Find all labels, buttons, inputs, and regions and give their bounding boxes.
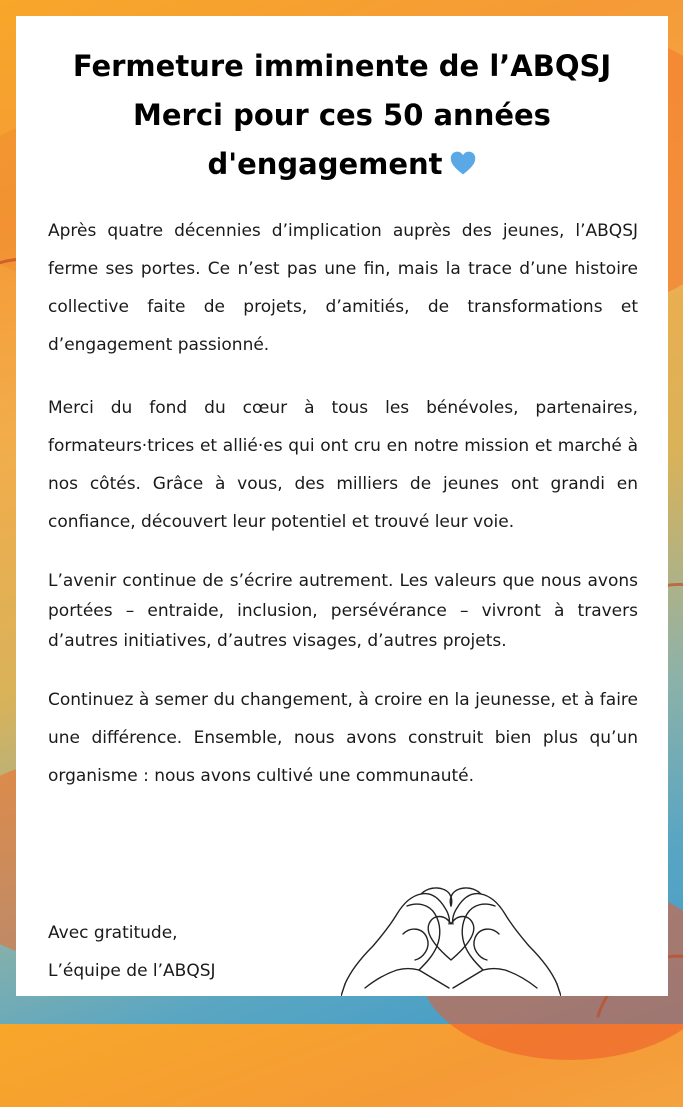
title-line-1: Fermeture imminente de l’ABQSJ bbox=[72, 49, 612, 83]
title-line-3-text: d'engagement bbox=[207, 147, 443, 181]
signoff-signature: L’équipe de l’ABQSJ bbox=[48, 961, 216, 981]
title-line-3 bbox=[16, 140, 668, 189]
letter-card bbox=[16, 16, 668, 996]
paragraph-4: Continuez à semer du changement, à croire en la jeunesse, et à faire une différence. Ensemble, nous avons construit bien plus qu’un organisme : nous avons cultivé une communauté. bbox=[48, 690, 638, 786]
page-title bbox=[16, 42, 668, 189]
paragraph-2: Merci du fond du cœur à tous les bénévoles, partenaires, formateurs·trices et allié·es qui ont cru en notre mission et marché à nos côtés. Grâce à vous, des milliers de jeunes ont grandi en confiance, découvert leur potentiel et trouvé leur voie. bbox=[48, 398, 638, 532]
signoff-greeting: Avec gratitude, bbox=[48, 923, 178, 943]
title-line-2: Merci pour ces 50 années bbox=[133, 98, 551, 132]
heart-hands-icon bbox=[341, 884, 561, 996]
paragraph-1: Après quatre décennies d’implication auprès des jeunes, l’ABQSJ ferme ses portes. Ce n’est pas une fin, mais la trace d’une histoire collective faite de projets, d’amitiés, de transformations et d’engagement passionné. bbox=[48, 221, 638, 355]
letter-body bbox=[48, 212, 638, 820]
paragraph-3: L’avenir continue de s’écrire autrement. Les valeurs que nous avons portées – entraide, inclusion, persévérance – vivront à travers d’autres initiatives, d’autres visages, d’autres projets. bbox=[48, 571, 638, 651]
signoff bbox=[48, 914, 216, 990]
blue-heart-emoji-icon bbox=[449, 149, 477, 177]
